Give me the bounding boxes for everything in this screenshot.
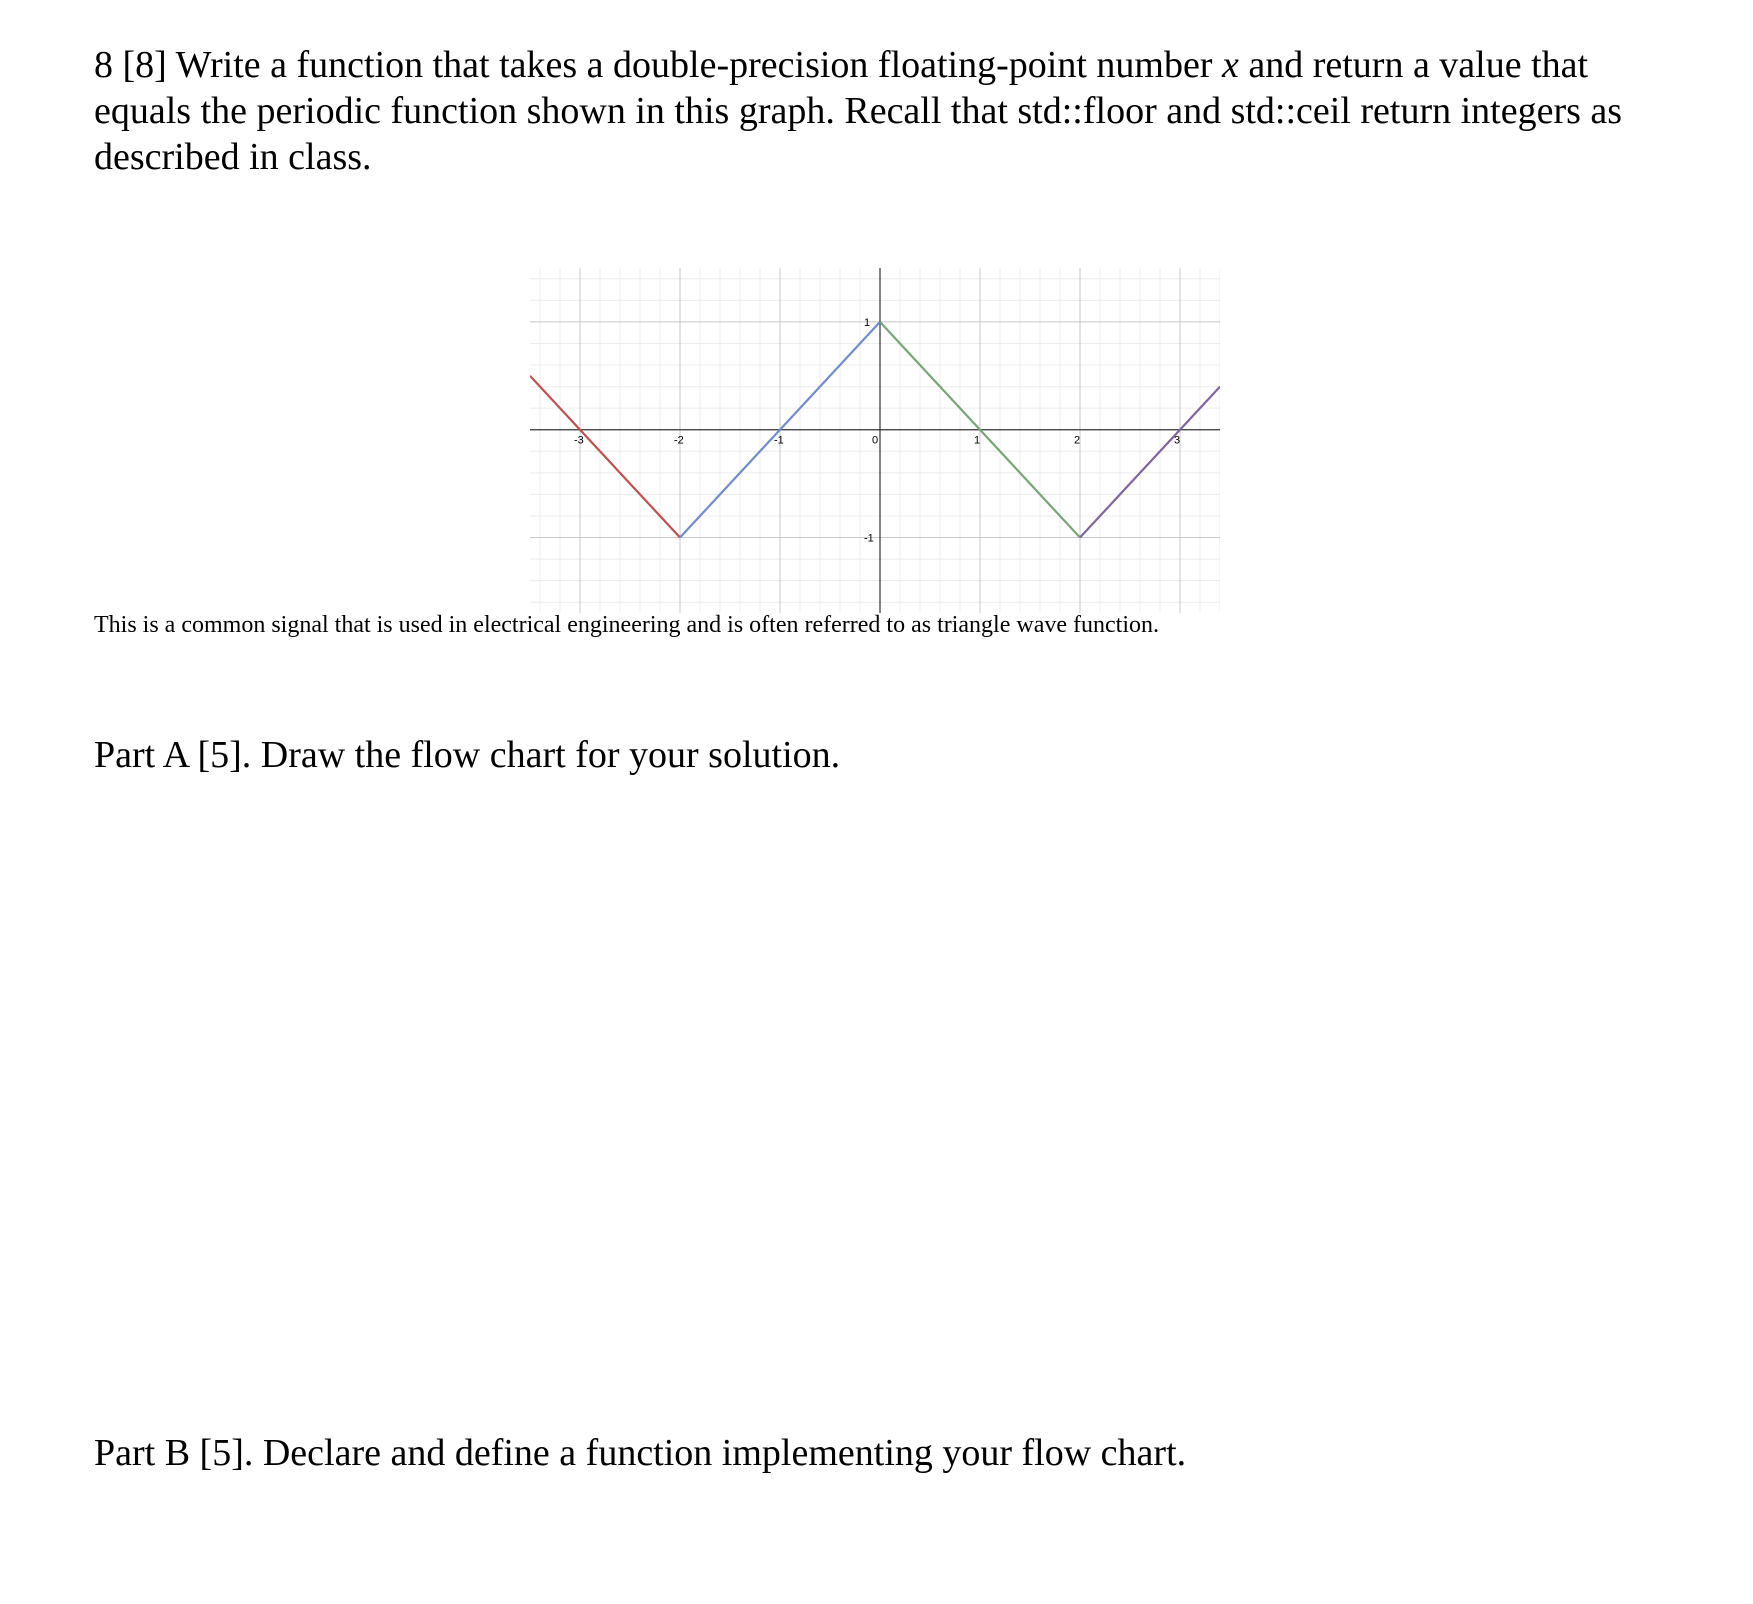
part-b-answer-area xyxy=(94,1488,1654,1588)
part-a-prompt: Part A [5]. Draw the flow chart for your solution. xyxy=(94,734,841,776)
x-tick-label: -1 xyxy=(774,434,784,447)
question-variable: x xyxy=(1221,44,1239,86)
graph-caption: This is a common signal that is used in electrical engineering and is often referred to as triangle wave function. xyxy=(94,612,1159,638)
question-text-part2: and return a value that equals the periodic function shown in this graph. Recall that std::floor and std::ceil return integers as described in class. xyxy=(94,44,1623,178)
tick-labels xyxy=(574,317,1180,545)
triangle-wave-chart xyxy=(530,268,1220,613)
x-tick-label: -2 xyxy=(674,434,684,447)
question-number: 8 xyxy=(94,44,113,86)
question-text-part1: Write a function that takes a double-precision floating-point number xyxy=(175,44,1213,86)
y-tick-label: 1 xyxy=(864,316,871,329)
question-text xyxy=(94,42,1654,180)
x-tick-label: 3 xyxy=(1174,434,1181,447)
part-a-answer-area xyxy=(94,790,1654,1410)
triangle-wave-graph xyxy=(530,268,1220,613)
x-tick-label: 2 xyxy=(1074,434,1081,447)
question-points: [8] xyxy=(122,44,167,86)
series-line-segment-4 xyxy=(1080,387,1220,538)
x-tick-label: 1 xyxy=(974,434,981,447)
y-tick-label: -1 xyxy=(864,532,874,545)
x-tick-label: 0 xyxy=(872,434,879,447)
series-line-segment-1 xyxy=(530,376,680,538)
x-tick-label: -3 xyxy=(574,434,584,447)
part-b-prompt: Part B [5]. Declare and define a function implementing your flow chart. xyxy=(94,1432,1187,1474)
